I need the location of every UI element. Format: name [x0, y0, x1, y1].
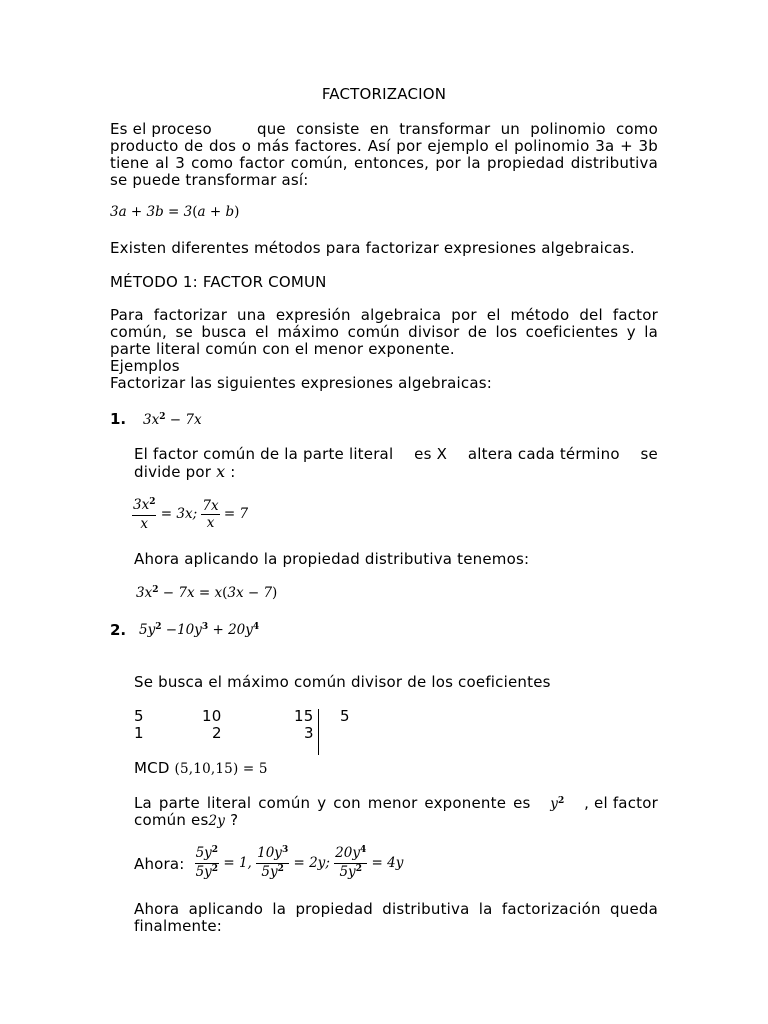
table-cell: 1	[134, 724, 144, 742]
final-line-1: Ahora aplicando la propiedad distributiva la factorización queda	[134, 900, 658, 918]
literal-line-2	[134, 811, 238, 829]
final-line-2: finalmente:	[134, 917, 223, 935]
intro-formula	[110, 204, 239, 220]
text-part: es X	[414, 445, 448, 463]
example-2-mcd-text: Se busca el máximo común divisor de los coeficientes	[134, 673, 551, 691]
method1-line-3: parte literal común con el menor exponente.	[110, 340, 455, 358]
fraction-result: = 2y;	[289, 855, 330, 871]
text-part: La parte literal común y con menor exponente es	[134, 794, 531, 812]
fraction: $\frac{5y^2}{5y^2}$	[195, 845, 219, 880]
table-cell: 2	[212, 724, 222, 742]
method1-line-1: Para factorizar una expresión algebraica por el método del factor	[110, 306, 658, 324]
example-1-apply-text: Ahora aplicando la propiedad distributiva tenemos:	[134, 550, 530, 568]
intro-line-1	[110, 121, 658, 138]
intro-paragraph	[110, 121, 658, 189]
table-cell: 3	[304, 724, 314, 742]
formula-lhs: 3a + 3b = 3	[110, 204, 193, 220]
text-part: altera cada término	[467, 445, 620, 463]
mcd-label: MCD	[134, 759, 170, 777]
fraction-result: = 3x;	[156, 506, 198, 522]
intro-line-1-end: que consiste en transformar un polinomio como	[257, 120, 658, 138]
example-2-expression: $5y^2 -10y^3 + 20y^4$	[139, 622, 260, 638]
common-factor: 2y	[208, 813, 226, 829]
literal-variable: $y^2$	[550, 796, 565, 812]
expr-term: − 7x	[165, 412, 202, 428]
ahora-label: Ahora:	[134, 854, 185, 873]
paren-open: (	[192, 204, 198, 220]
intro-line-2: producto de dos o más factores. Así por ejemplo el polinomio 3a + 3b	[110, 137, 658, 155]
method1-line-2: común, se busca el máximo común divisor de los coeficientes y la	[110, 323, 658, 341]
text-part: El factor común de la parte literal	[134, 445, 394, 463]
variable-x: x	[216, 462, 226, 481]
table-cell: 5	[340, 707, 350, 725]
example-1-result: $3x^2 - 7x = x(3x - 7)$	[136, 585, 278, 601]
exponent: 2	[159, 412, 166, 422]
text-part: divide por	[134, 463, 212, 481]
table-divider	[318, 709, 319, 755]
mcd-line	[134, 759, 268, 777]
example-1-division	[132, 497, 248, 532]
method1-heading: MÉTODO 1: FACTOR COMUN	[110, 273, 327, 291]
fraction-result: = 7	[219, 506, 249, 522]
literal-line-1	[134, 794, 658, 812]
paren-close: )	[234, 204, 240, 220]
colon: :	[230, 463, 236, 481]
example-1-expression	[143, 412, 202, 428]
mcd-table	[134, 707, 374, 757]
instructions: Factorizar las siguientes expresiones algebraicas:	[110, 374, 493, 392]
formula-inner: a + b	[197, 204, 235, 220]
fraction-result: = 4y	[367, 855, 404, 871]
text-part: , el factor	[584, 794, 658, 812]
fraction: $\frac{7x}{x}$	[202, 498, 219, 531]
methods-line: Existen diferentes métodos para factorizar expresiones algebraicas.	[110, 239, 635, 257]
example-1-text-line-2	[134, 462, 236, 481]
table-cell: 15	[294, 707, 314, 725]
method1-description	[110, 307, 658, 392]
example-2-number: 2.	[110, 621, 127, 639]
examples-label: Ejemplos	[110, 357, 180, 375]
example-1-text-line-1	[134, 445, 658, 463]
intro-line-4: se puede transformar así:	[110, 171, 309, 189]
fraction: $\frac{10y^3}{5y^2}$	[257, 845, 289, 880]
fraction-result: = 1,	[219, 855, 252, 871]
expr-term: 3x	[143, 412, 160, 428]
intro-line-3: tiene al 3 como factor común, entonces, por la propiedad distributiva	[110, 154, 658, 172]
text-part: común es	[134, 811, 209, 829]
fraction: $\frac{20y^4}{5y^2}$	[335, 845, 367, 880]
final-paragraph	[134, 901, 658, 935]
text-part: ?	[230, 811, 239, 829]
example-1-number: 1.	[110, 410, 127, 428]
table-cell: 10	[202, 707, 222, 725]
fraction: $\frac{3x^2}{x}$	[133, 497, 156, 532]
intro-line-1-start: Es el proceso	[110, 120, 212, 138]
document-title: FACTORIZACION	[321, 85, 447, 103]
mcd-expression: (5,10,15) = 5	[174, 761, 268, 777]
table-cell: 5	[134, 707, 144, 725]
example-2-division	[134, 845, 403, 882]
text-part: se	[640, 445, 658, 463]
